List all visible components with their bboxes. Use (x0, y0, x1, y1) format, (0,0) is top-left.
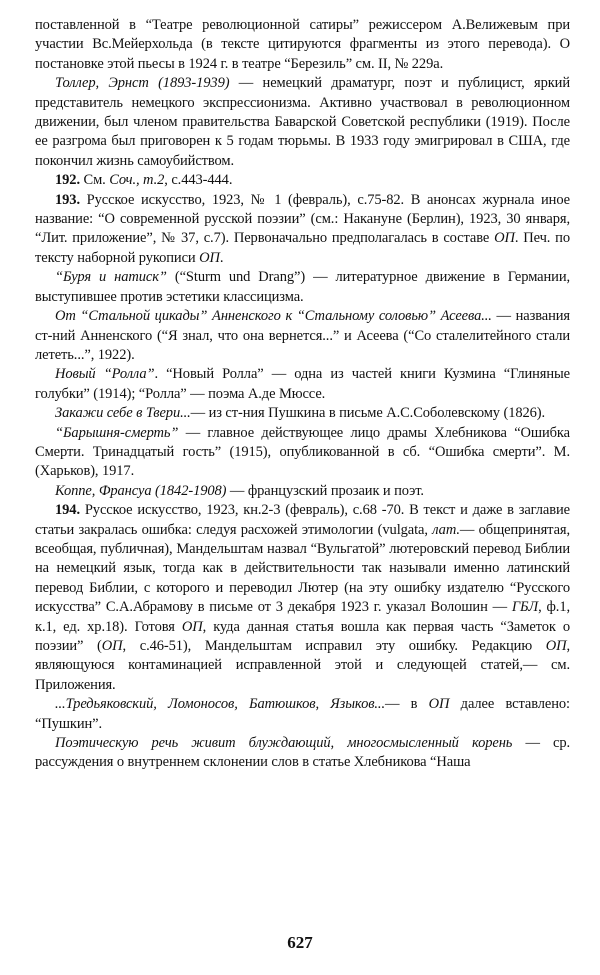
text-run: ОП (199, 249, 220, 266)
text-run: . (219, 249, 224, 266)
text-run: 193. (55, 191, 80, 208)
text-run: , с.443-444. (164, 172, 233, 189)
text-run: — в (384, 696, 429, 713)
paragraph-7 (35, 404, 570, 423)
text-run: . Печ. по тексту наборной рукописи (35, 230, 570, 266)
paragraph-5 (35, 307, 570, 365)
text-run: далее вставлено: “Пушкин”. (35, 696, 570, 732)
paragraph-2 (35, 171, 570, 190)
text-run: 192. (55, 172, 80, 189)
text-run: От “Стальной цикады” Анненского к “Стальному соловью” Асеева... (55, 308, 492, 325)
text-run: — ср. рассуждения о внутреннем склонении слов в статье Хлебникова “Наша (35, 735, 570, 771)
text-run: — названия ст-ний Анненского (“Я знал, что она вернется...” и Асеева (“Со сталелитейного стали лететь...”, 1922). (35, 308, 570, 363)
text-run: Русское искусство, 1923, кн.2-3 (февраль), с.68 -70. В текст и даже в заглавие статьи закралась ошибка: следуя расхожей этимологии (vulgata, (35, 502, 570, 538)
text-run: лат. (432, 521, 460, 538)
text-run: — немецкий драматург, поэт и публицист, яркий представитель немецкого экспрессионизма. Активно участвовал в революционном движении, был членом правительства Баварской Советской республики (1919). После ее разгрома был приговорен к 5 годам тюрьмы. В 1933 году эмигрировал в США, где покончил жизнь самоубийством. (35, 75, 571, 169)
text-run: (“Sturm und Drang”) — литературное движение в Германии, выступившее против эстетики классицизма. (35, 269, 571, 305)
paragraph-4 (35, 268, 570, 307)
text-run: , ф.1, к.1, ед. хр.18). Готовя (35, 599, 570, 635)
text-run: 194. (55, 502, 80, 519)
text-run: ОП (181, 618, 203, 635)
text-run: — главное действующее лицо драмы Хлебникова “Ошибка Смерти. Тринадцатый гость” (1915), опубликованной в сб. “Ошибка смерти”. М. (Харьков), 1917. (35, 424, 570, 480)
text-run: Толлер, Эрнст (1893-1939) (55, 75, 230, 92)
text-run: “Буря и натиск” (55, 269, 167, 286)
paragraph-1 (35, 74, 570, 171)
text-run: — общепринятая, всеобщая, публичная), Мандельштам назвал “Вульгатой” лютеровский перевод Библии на немецкий язык, тогда как в действительности так называли именно латинский перевод Библии, с которого и переводил Лютер (на эту ошибку издателю “Русского искусства” С.А.Абрамову в письме от 3 декабря 1923 г. указал Волошин — (35, 521, 571, 616)
text-run: , являющуюся контаминацией исправленной этой и следующей статей,— см. Приложения. (35, 638, 571, 693)
text-run: См. (79, 172, 110, 189)
text-run: ОП (428, 696, 450, 713)
text-run: Соч., т.2 (109, 172, 165, 189)
text-run: , куда данная статья вошла как первая часть “Заметок о поэзии” ( (35, 618, 570, 654)
paragraph-6 (35, 365, 570, 404)
text-run: Коппе, Франсуа (1842-1908) (55, 482, 227, 499)
text-run: ОП (101, 638, 123, 654)
text-run: Новый “Ролла” (55, 366, 155, 383)
text-run: . “Новый Ролла” — одна из частей книги Кузмина “Глиняные голубки” (1914); “Ролла” — поэма А.де Мюссе. (35, 366, 570, 402)
text-run: ОП (494, 230, 515, 247)
text-run: — из ст-ния Пушкина в письме А.С.Соболевскому (1826). (190, 405, 546, 422)
page-number: 627 (287, 933, 313, 952)
text-run: ГБЛ (511, 599, 539, 616)
paragraph-12 (35, 734, 570, 773)
text-run: поставленной в “Театре революционной сатиры” режиссером А.Велижевым при участии Вс.Мейерхольда (в тексте цитируются фрагменты из этого перевода). О постановке этой пьесы в 1924 г. в театре “Березиль” см. II, № 229а. (35, 17, 570, 72)
text-run: ...Тредьяковский, Ломоносов, Батюшков, Языков... (55, 696, 385, 713)
paragraph-3 (35, 191, 570, 269)
body-text (35, 16, 570, 773)
text-run: Русское искусство, 1923, № 1 (февраль), с.75-82. В анонсах журнала иное название: “О современной русской поэзии” (см.: Накануне (Берлин), 1923, 30 января, “Лит. приложение”, № 37, с.7). Первоначально предполагалась в составе (35, 191, 570, 247)
paragraph-10 (35, 501, 570, 695)
text-run: Поэтическую речь живит блуждающий, многосмысленный корень (55, 735, 513, 752)
paragraph-8 (35, 424, 570, 482)
text-run: , с.46-51), Мандельштам исправил эту ошибку. Редакцию (122, 638, 546, 654)
text-run: ОП (545, 638, 567, 654)
paragraph-0 (35, 16, 570, 74)
text-run: “Барышня-смерть” (55, 424, 179, 441)
paragraph-9 (35, 482, 570, 501)
text-run: — французский прозаик и поэт. (226, 482, 424, 499)
text-run: Закажи себе в Твери... (55, 405, 191, 422)
paragraph-11 (35, 695, 570, 734)
